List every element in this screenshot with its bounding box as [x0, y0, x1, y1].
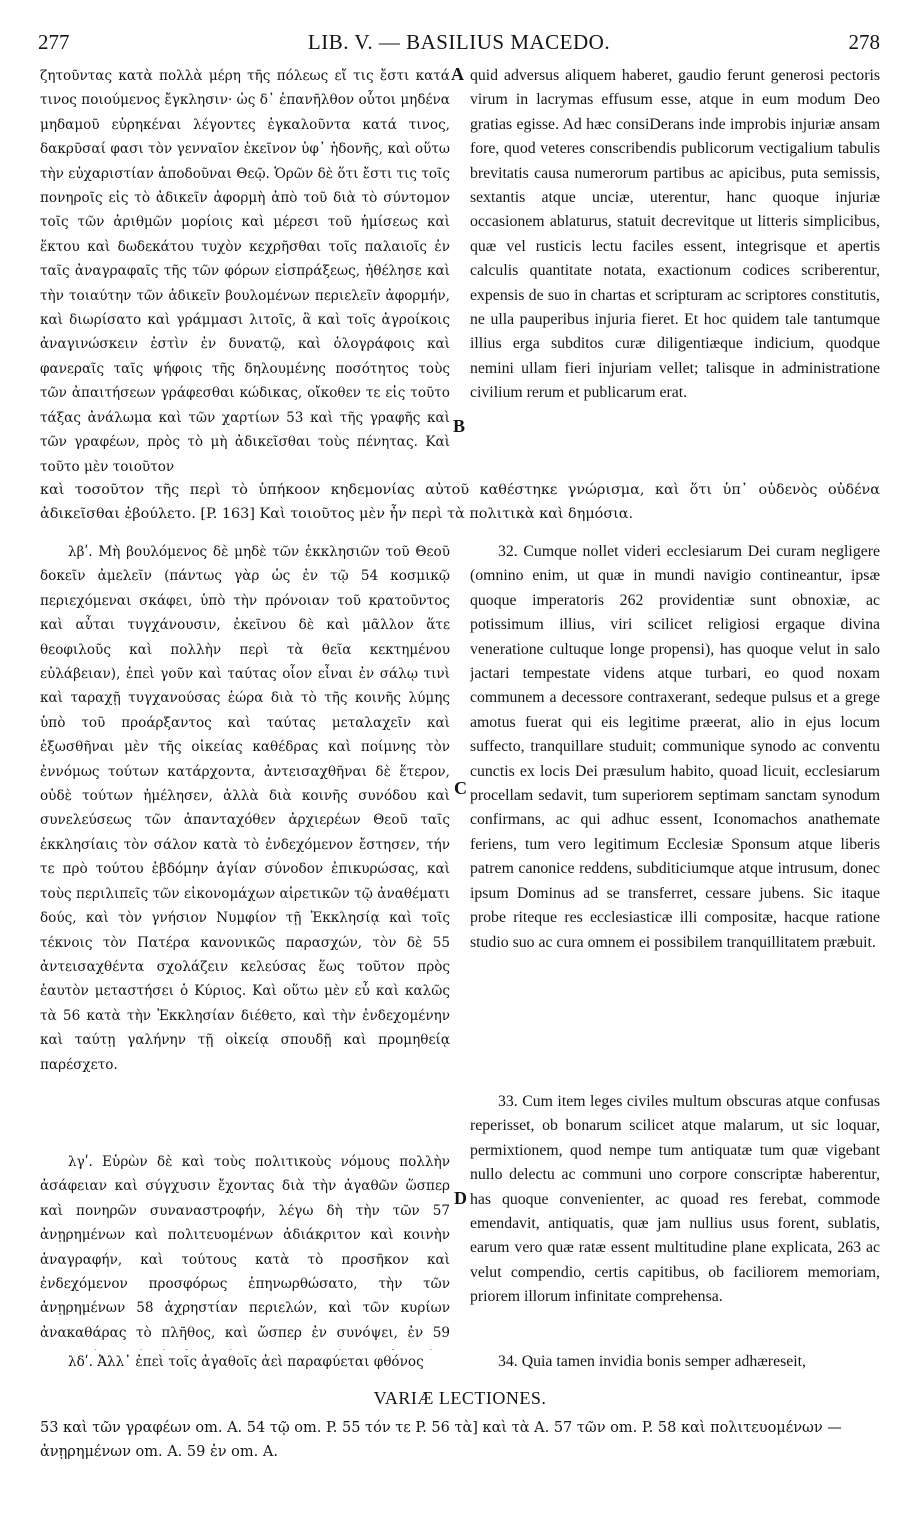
- latin-paragraph: quid adversus aliquem haberet, gaudio ferunt generosi pectoris virum in lacrymas effusum esse, atque in eum modum Deo gratias egisse. Ad hæc consiDerans inde improbis injuriæ ansam fore, quod veteres conscribendis publicorum vectigalium tabulis brevitatis causa numerorum partibus ac apicibus, puta semissis, sextantis atque unciæ, uterentur, hanc quoque injuriæ occasionem ablaturus, statuit decrevitque ut litteris simplicibus, quæ vel rusticis lectu faciles essent, integrisque et apertis calculis quantitate notata, exactionum codices scriberentur, expensis de suo in chartas et scripturam ac scriptores constitutis, ne ulla pauperibus injuria fieret. Et hoc quidem tale tantumque illius erga subditos curæ diligentiæque indicium, quodque nemini ullam fieri injuriam vellet; talisque in administratione civilium rerum et publicarum erat.: [470, 67, 880, 402]
- greek-spanning-text: καὶ τοσοῦτον τῆς περὶ τὸ ὑπήκοον κηδεμονίας αὐτοῦ καθέστηκε γνώρισμα, καὶ ὅτι ὑπ᾽ οὐδενὸς οὐδένα ἀδικεῖσθαι ἐβούλετο. [P. 163] Καὶ τοιοῦτος μὲν ἦν περὶ τὰ πολιτικὰ καὶ δημόσια.: [40, 482, 880, 523]
- greek-paragraph-32: λβʹ. Μὴ βουλόμενος δὲ μηδὲ τῶν ἐκκλησιῶν τοῦ Θεοῦ δοκεῖν ἀμελεῖν (πάντως γὰρ ὡς ἐν τῷ 54 κοσμικῷ περιεχόμεναι σκάφει, ὑπὸ τὴν πρόνοιαν τοῦ κρατοῦντος καὶ αὗται τυγχάνουσιν, ἐκεῖνου δὲ καὶ μᾶλλον ἅτε θεοφιλοῦς καὶ πολλὴν περὶ τὰ θεῖα κεκτημένου εὐλάβειαν), ἐπεὶ γοῦν καὶ ταύτας οἷον εἶναι ἐν σάλῳ τινὶ καὶ ταραχῇ τυγχανούσας ἑώρα διὰ τὸ τῆς κοινῆς λύμης ὑπὸ τοῦ προάρξαντος καὶ ταύτας μεταλαχεῖν καὶ ἐξωσθῆναι μὲν τῆς οἰκείας καθέδρας καὶ ποίμνης τὸν ἐννόμως τούτων κατάρχοντα, ἀντεισαχθῆναι δὲ ἕτερον, οὐδὲ τούτων ἠμέλησεν, ἀλλὰ διὰ κοινῆς συνόδου καὶ συνελεύσεως τῶν ἁπανταχόθεν ἀρχιερέων Θεοῦ ταῖς ἐκκλησίαις τὸν σάλον κατὰ τὸ ἐνδεχόμενον ἔστησεν, τήν τε πρὸ τούτου ἑβδόμην ἁγίαν σύνοδον ἐπικυρώσας, καὶ τοὺς περιλιπεῖς τῶν εἰκονομάχων αἱρετικῶν τῷ ἀναθέματι δούς, καὶ τὸν γνήσιον Νυμφίον τῇ Ἐκκλησίᾳ καὶ τοῖς τέκνοις τὸν Πατέρα κανονικῶς παρασχών, τὸν δὲ 55 ἀντεισαχθέντα σχολάζειν κελεύσας ἕως τοῦτον πρὸς ἑαυτὸν μεταστήσει ὁ Κύριος. Καὶ οὕτω μὲν εὖ καὶ καλῶς τὰ 56 κατὰ τὴν Ἐκκλησίαν διέθετο, καὶ τὴν ἐνδεχομένην καὶ ταύτῃ γαλήνην τῇ οἰκείᾳ σπουδῇ καὶ προμηθείᾳ παρέσχετο.: [40, 544, 450, 1073]
- margin-marker-d: D: [454, 1188, 467, 1208]
- greek-paragraph: ζητοῦντας κατὰ πολλὰ μέρη τῆς πόλεως εἴ τις ἔστι κατά τινος ποιούμενος ἔγκλησιν· ὡς δ᾽ ἐπανῆλθον οὗτοι μηδένα μηδαμοῦ εὑρηκέναι λέγοντες ἐγκαλοῦντα κατά τινος, δακρῦσαί φασι τὸν γενναῖον ἐκεῖνον ὑφ᾽ ἡδονῆς, καὶ οὕτω τὴν εὐχαριστίαν ἀποδοῦναι Θεῷ. Ὁρῶν δὲ ὅτι ἔστι τις τοῖς πονηροῖς εἰς τὸ ἀδικεῖν ἀφορμὴ ἀπὸ τοῦ διὰ τὸ σύντομον τοῖς τῶν ἀριθμῶν μορίοις καὶ μέρεσι τοῦ ἡμίσεως καὶ ἕκτου καὶ δωδεκάτου τυχὸν κεχρῆσθαι τοῖς παλαιοῖς ἐν ταῖς ἀναγραφαῖς τῆς τῶν φόρων εἰσπράξεως, ἠθέλησε καὶ τὴν τοιαύτην τῶν ἀδικεῖν βουλομένων περιελεῖν ἀφορμήν, καὶ διωρίσατο καὶ γράμμασι λιτοῖς, ἃ καὶ τοῖς ἀγροίκοις ἀναγινώσκειν ἐστὶν ἐν δυνατῷ, καὶ ὁλογράφοις καὶ φανεραῖς ταῖς ψήφοις τῆς δηλουμένης ποσότητος τοὺς τῶν ἀπαιτήσεων γράφεσθαι κώδικας, οἴκοθεν τε εἰς τοῦτο τάξας ἀνάλωμα καὶ τῶν χαρτίων 53 καὶ τῆς γραφῆς καὶ τῶν γραφέων, πρὸς τὸ μὴ ἀδικεῖσθαι τοὺς πένητας. Καὶ τοῦτο μὲν τοιοῦτον: [40, 68, 450, 475]
- greek-paragraph-33: λγʹ. Εὑρὼν δὲ καὶ τοὺς πολιτικοὺς νόμους πολλὴν ἀσάφειαν καὶ σύγχυσιν ἔχοντας διὰ τὴν ἀγαθῶν ὥσπερ καὶ πονηρῶν συναναστροφήν, λέγω δὴ τὴν τῶν 57 ἀνῃρημένων καὶ πολιτευομένων ἀδιάκριτον καὶ κοινὴν ἀναγραφήν, καὶ τούτους κατὰ τὸ προσῆκον καὶ ἐνδεχόμενον προσφόρως ἐπηνωρθώσατο, τὴν τῶν ἀνῃρημένων 58 ἀχρηστίαν περιελών, καὶ τῶν κυρίων ἀνακαθάρας τὸ πλῆθος, καὶ ὥσπερ ἐν συνόψει, ἐν 59: [40, 1154, 450, 1341]
- margin-marker-b: B: [453, 416, 466, 436]
- greek-column-top: [40, 64, 450, 478]
- greek-spanning-lines: [40, 478, 880, 530]
- latin-chapter-34: [470, 1350, 880, 1376]
- greek-chapter-34: [40, 1350, 450, 1376]
- page-number-right: 278: [848, 30, 880, 54]
- margin-marker-c: C: [454, 778, 467, 798]
- running-header: [38, 30, 880, 60]
- latin-column-top: [470, 64, 880, 478]
- variant-readings-title: VARIÆ LECTIONES.: [373, 1388, 547, 1408]
- greek-chapter-32: [40, 540, 450, 1140]
- greek-paragraph-34: λδʹ. Ἀλλ᾽ ἐπεὶ τοῖς ἀγαθοῖς ἀεὶ παραφύεται φθόνος: [68, 1354, 424, 1370]
- latin-chapter-32: [470, 540, 880, 1080]
- running-title: LIB. V. — BASILIUS MACEDO.: [307, 30, 611, 54]
- greek-chapter-33: [40, 1150, 450, 1350]
- latin-chapter-33: [470, 1090, 880, 1342]
- variant-readings-text: 53 καὶ τῶν γραφέων om. A. 54 τῷ om. P. 55 τόν τε P. 56 τὰ] καὶ τὰ A. 57 τῶν om. P. 58 καὶ πολιτευομένων — ἀνῃρημένων om. A. 59 ἐν om. A.: [40, 1420, 842, 1460]
- latin-paragraph-34: 34. Quia tamen invidia bonis semper adhæreseit,: [498, 1353, 806, 1370]
- margin-marker-a: A: [451, 64, 464, 84]
- latin-paragraph-33: 33. Cum item leges civiles multum obscuras atque confusas reperisset, ob bonarum scilicet atque malarum, ut sic loquar, permixtionem, quod nempe tum antiquatæ tum quæ vigebant nullo delectu ac communi uno corpore conscriptæ haberentur, has quoque convenienter, ac quoad res ferebat, commode emendavit, antiquatis, quæ jam nullius usus forent, sublatis, earum vero quæ ratæ essent multitudine plane explicata, 263 ac velut compendio, certis capitibus, ob faciliorem memoriam, priorem illorum infinitate comprehensa.: [470, 1093, 880, 1306]
- page-number-left: 277: [38, 30, 70, 54]
- latin-paragraph-32: 32. Cumque nollet videri ecclesiarum Dei curam negligere (omnino enim, ut quæ in mundi navigio contineantur, ipsæ quoque imperatoris 262 providentiæ sunt obnoxiæ, ac potissimum illius, viri scilicet religiosi ergaque divina veneratione cultuque longe propensi), has quoque velut in salo jactari tempestate videns atque turbari, eo quod noxam communem a decessore contraxerant, sedeque pulsus et a grege amotus fuerat qui eis legitime præerat, alio in ejus locum suffecto, tranquillare studuit; communique synodo ac conventu cunctis ex locis Dei præsulum habito, quoad licuit, ecclesiarum procellam sedavit, tum superiorem septimam sanctam synodum confirmans, ac qui adhuc essent, Iconomachos anathemate feriens, tum vero legitimum Ecclesiæ Sponsum atque liberis patrem canonice reddens, subditiciumque atque intrusum, donec ipsum Dominus ad se transferret, cessare jubens. Sic itaque probe riteque res ecclesiasticæ illi compositæ, hacque ratione studio suo ac cura omnem ei possibilem tranquillitatem præbuit.: [470, 543, 880, 951]
